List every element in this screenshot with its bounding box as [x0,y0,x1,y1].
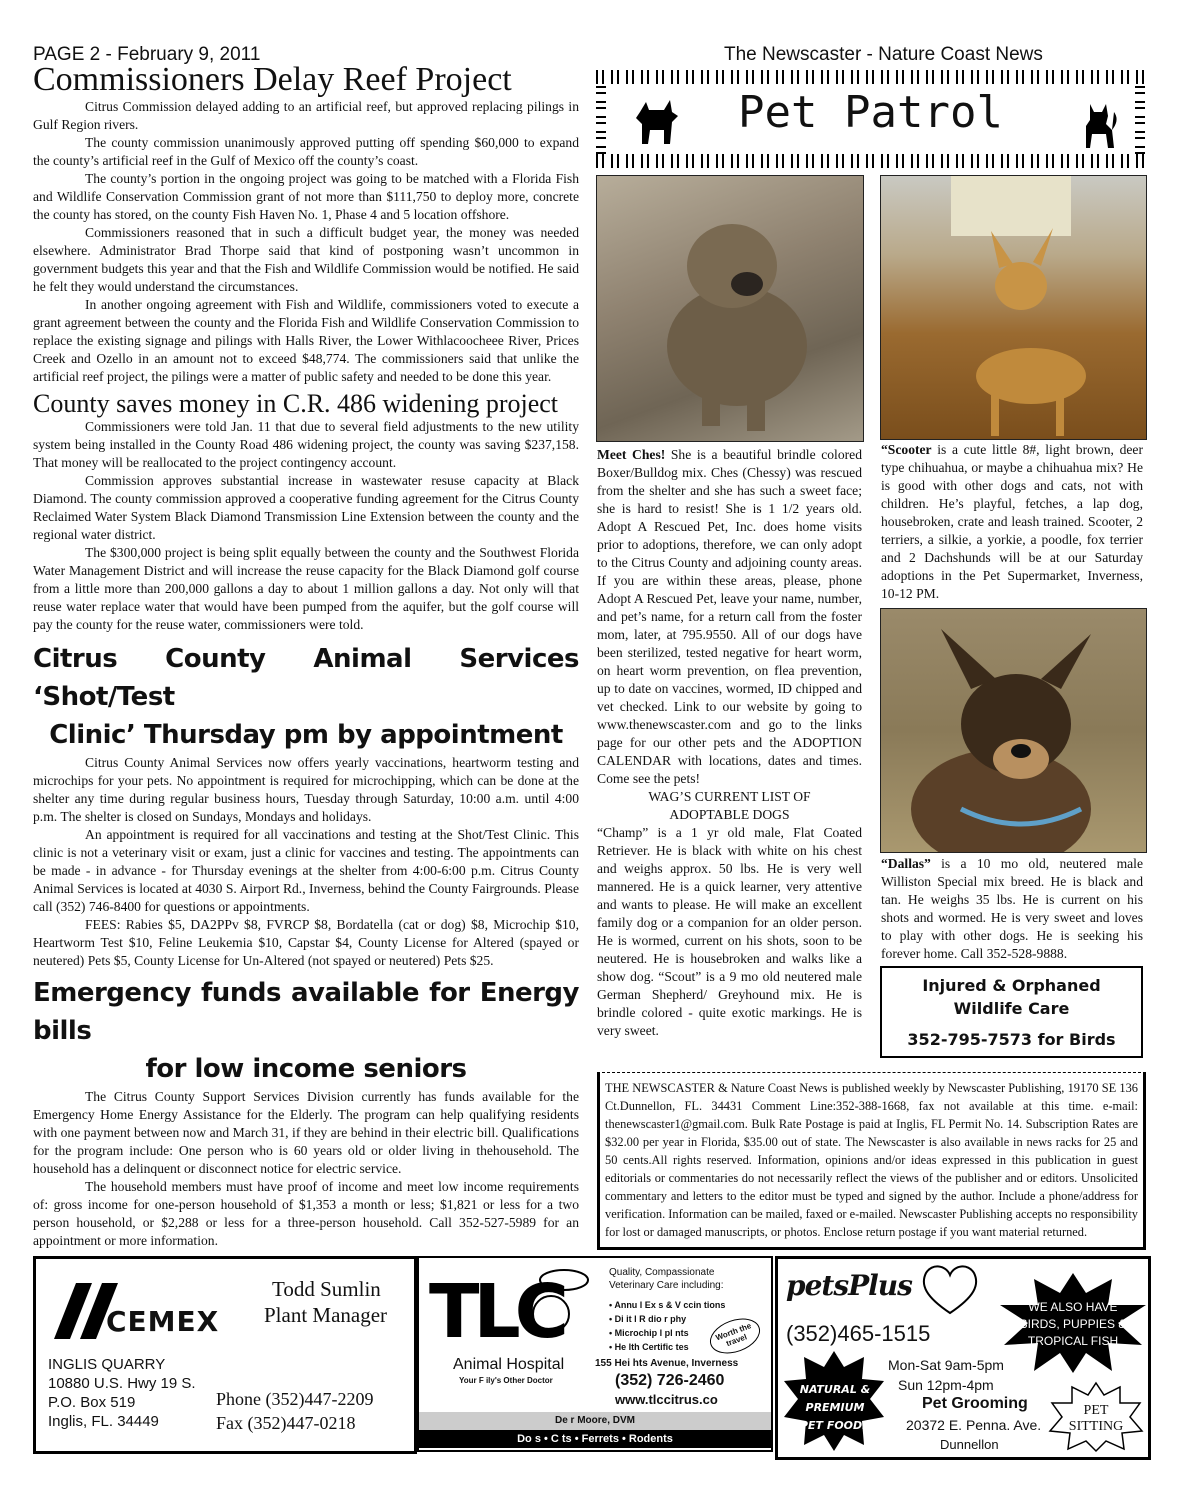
scooter-description: is a cute little 8#, light brown, deer type chihuahua, or maybe a chihuahua mix? He is good with other dogs and cats, not with children. He’s playful, fetches, a lap dog, housebroken, crate and leash trained. Scooter, 2 terriers, a silkie, a yorkie, a poodle, fox terrier and 2 Dachshunds will be at our Saturday adoptions in the Pet Supermarket, Inverness, 10-12 PM. [881,442,1143,601]
scooter-dog-illustration [881,176,1146,439]
paragraph: Commissioners reasoned that in such a difficult budget year, the money was needed elsewhere. Administrator Brad Thorpe said that kind of postponing wasn’t uncommon in government budgets this year and that the Fish and Wildlife Commission would be notified. He said he felt they would understand the circumstances. [33,225,579,294]
headline-line: Citrus County Animal Services ‘Shot/Test [33,644,579,712]
cemex-phone: Phone (352)447-2209 [216,1389,374,1409]
scooter-caption [881,441,1143,603]
hours-line: Sun 12pm-4pm [898,1377,994,1393]
petsplus-hours [888,1355,1004,1395]
article-cr486-title: County saves money in C.R. 486 widening project [33,389,559,418]
cat-icon [1080,100,1120,150]
petsplus-address: 20372 E. Penna. Ave. [906,1417,1042,1433]
ches-name: Meet Ches! [597,447,666,462]
quality-line: Veterinary Care including: [609,1280,724,1291]
left-column [33,62,579,1250]
petsplus-logo: petsPlus [786,1269,912,1302]
paragraph: Commission approves substantial increase in wastewater resuse capacity at Black Diamond. The county commission approved a cooperative funding agreement for the Citrus County Reclaimed Water System Black Diamond Transmission Line Extension between the county and the regional water district. [33,473,579,542]
paragraph: The Citrus County Support Services Division currently has funds available for the Emergency Home Energy Assistance for the Elderly. The program can help qualifying residents with one payment between now and March 31, if they are behind in their electric bill. Qualifications for the program include: One person who is 60 years old or older living in thehousehold. The household has a delinquent or disconnect notice for electric service. [33,1089,579,1176]
tlc-services-list [609,1298,725,1354]
article-clinic-title [33,640,579,754]
tlc-address: 155 Hei hts Avenue, Inverness [595,1358,739,1369]
headline-line: Emergency funds available for Energy bills [33,978,579,1046]
address-line: Inglis, FL. 34449 [48,1413,159,1430]
paragraph: Commissioners were told Jan. 11 that due to several field adjustments to the new utility system being installed in the County Road 486 widening project, the county was saving $237,158. That money will be reallocated to the project contingency account. [33,419,579,470]
address-line: INGLIS QUARRY [48,1356,166,1373]
service-item: • He lth Certific tes [609,1342,689,1352]
petsplus-sitting: PET SITTING [1068,1403,1124,1434]
ad-tlc-animal-hospital [417,1256,773,1452]
service-item: • Microchip l pl nts [609,1328,689,1338]
petsplus-city: Dunnellon [940,1437,999,1452]
tlc-tagline: Your F ily's Other Doctor [459,1376,553,1385]
dog-cat-heart-icon [918,1261,982,1317]
headline-line: Clinic’ Thursday pm by appointment [49,720,563,750]
article-reef-body [33,98,579,386]
paragraph: The household members must have proof of income and meet low income requirements of: gross income for one-person household of $1,353 a month or less; $1,821 or less for a two person household, or $2,288 or less for a three-person household. Call 352-527-5989 for an appointment or more information. [33,1179,579,1248]
wag-heading-line: ADOPTABLE DOGS [669,807,790,822]
photo-scooter-dog [880,175,1147,440]
tlc-phone: (352) 726-2460 [615,1372,725,1389]
paragraph: An appointment is required for all vaccinations and testing at the Shot/Test Clinic. This clinic is not a veterinary visit or exam, just a clinic for vaccines and testing. The appointments can be made - in advance - for Thursday evenings at the shelter from 4:00-6:00 p.m. Citrus County Animal Services is located at 4030 S. Airport Rd., Inverness, behind the County Fairgrounds. Please call (352) 746-8400 for questions or appointments. [33,827,579,914]
chain-border-top [596,70,1145,84]
quality-line: Quality, Compassionate [609,1267,715,1278]
ches-description: She is a beautiful brindle colored Boxer/Bulldog mix. Ches (Chessy) was rescued from the shelter and she has such a sweet face; she is hard to resist! She is 1 1/2 years old. Adopt A Rescued Pet, Inc. does home visits prior to adoptions, therefore, we can only adopt to the Citrus County and adjoining county areas. If you are within these areas, please, phone Adopt A Rescued Pet, leave your name, number, and pet’s name, for a return call from the foster mom, later, at 795.9550. All of our dogs have been sterilized, tested negative for heart worm, on heart worm prevention, on flea prevention, up to date on vaccines, wormed, ID chipped and vet checked. Link to our website by going to www.thenewscaster.com and go to the links page for our other pets and the ADOPTION CALENDAR with locations, dates and times. Come see the pets! [597,447,862,786]
tlc-logo: TLC [429,1269,563,1355]
paragraph: The county commission unanimously approved putting off spending $60,000 to expand the county’s artificial reef in the Gulf of Mexico off the county’s coast. [33,135,579,168]
paragraph: The $300,000 project is being split equally between the county and the Southwest Florida Water Management District and will increase the reuse capacity for the Black Diamond golf course from a little more than 200,000 gallons a day to about 1 million gallons a day. Not only will that reuse water replace water that would have been pumped from the aquifer, but the golf course will pay the county for the reuse water, commissioners were told. [33,545,579,632]
paragraph: FEES: Rabies $5, DA2PPv $8, FVRCP $8, Bordatella (cat or dog) $8, Microchip $10, Heartworm Test $10, Feline Leukemia $10, Capstar $4, County License for Altered (spayed or neutered) Pets $5, County License for Un-Altered (not spayed or neutered) Pets $25. [33,917,579,968]
dallas-dog-illustration [881,609,1146,852]
dallas-caption-block [881,855,1143,963]
photo-ches-dog [596,175,864,442]
cemex-fax: Fax (352)447-0218 [216,1413,356,1433]
publisher-notice-text: THE NEWSCASTER & Nature Coast News is published weekly by Newscaster Publishing, 19170 SE 136 Ct.Dunnellon, FL. 34431 Comment Line:352-388-1668, fax not available at this time. e-mail: thenewscaster1@gmail.com. Bulk Rate Postage is paid at Inglis, FL Permit No. 14. Subscription Rates are $32.00 per year in Florida, $35.00 out of state. The Newscaster is also available in news racks for 25 and 50 cents.All rights reserved. Information, opinions and/or ideas expressed in this publication in guest editorials or commentaries do not necessarily reflect the views of the publisher and or editors. Unsolicited commentary and letters to the editor must be typed and signed by the author. Include a phone/address for verification. Information can be mailed, faxed or e-mailed. Newscaster Publishing accepts no responsibility for lost or damaged manuscripts, or photos. Enclose return postage if you want material returned. [605,1081,1138,1239]
wag-list-heading [597,788,862,824]
ad-pets-plus [775,1256,1151,1460]
paragraph: Citrus Commission delayed adding to an artificial reef, but approved replacing pilings in Gulf Region rivers. [33,99,579,132]
article-energy-body [33,1088,579,1250]
petsplus-phone: (352)465-1515 [786,1321,931,1346]
petsplus-grooming: Pet Grooming [922,1395,1028,1412]
service-item: • Annu l Ex s & V ccin tions [609,1300,726,1310]
hours-line: Mon-Sat 9am-5pm [888,1357,1004,1373]
wildlife-phone: 352-795-7573 for Birds [907,1030,1116,1049]
wildlife-line: Wildlife Care [953,999,1070,1018]
scooter-caption-block [881,441,1143,603]
wag-heading-line: WAG’S CURRENT LIST OF [648,789,811,804]
paragraph: The county’s portion in the ongoing project was going to be matched with a Florida Fish and Wildlife Conservation Commission grant of not more than $111,750 to deploy more, concrete the county has stored, on the county Fish Haven No. 1, Phase 4 and 5 location offshore. [33,171,579,222]
pet-column-middle [597,446,862,1040]
ches-caption [597,446,862,788]
ches-dog-illustration [597,176,863,441]
page-header-right: The Newscaster - Nature Coast News [724,44,1043,65]
tlc-hospital-name: Animal Hospital [453,1356,565,1373]
tlc-website: www.tlccitrus.co [615,1392,718,1407]
article-energy-title [33,974,579,1088]
paragraph: Citrus County Animal Services now offers yearly vaccinations, heartworm testing and microchips for your pets. No appointment is required for microchipping, which can be done at the shelter any time during regular business hours, Tuesday through Saturday, 10:00 a.m. until 4:00 p.m. The shelter is closed on Sundays, Mondays and holidays. [33,755,579,824]
petsplus-also-have: WE ALSO HAVE BIRDS, PUPPIES & TROPICAL FISH [1019,1300,1127,1348]
tlc-quality-text [609,1266,724,1292]
address-line: 10880 U.S. Hwy 19 S. [48,1375,196,1392]
wildlife-care-box [880,966,1143,1058]
address-line: P.O. Box 519 [48,1394,136,1411]
paragraph: In another ongoing agreement with Fish and Wildlife, commissioners voted to execute a grant agreement between the county and the Florida Fish and Wildlife Conservation Commission to replace the existing signage and pilings with Halls River, the Lower Withlacoocheee River, Prices Creek and Ozello in an amount not to exceed $48,774. The commissioners said that unlike the artificial reef project, the pilings were a matter of public safety and needed to be done this year. [33,297,579,384]
pet-patrol-title: Pet Patrol [738,87,1003,138]
tlc-doctor-bar: De r Moore, DVM [419,1412,771,1430]
tlc-worth-travel-badge: Worth the travel [705,1312,765,1360]
champ-caption: “Champ” is a 1 yr old male, Flat Coated Retriever. He is black with white on his chest and weighs approx. 50 lbs. He is very well mannered. He is a quick learner, very attentive and wants to please. He will make an excellent family dog or a companion for an older person. He is wormed, current on his shots, soon to be neutered. He is housebroken and walks like a show dog. “Scout” is a 9 mo old neutered male German Shepherd/ Greyhound mix. He is brindle colored - quite exotic markings. He is very sweet. [597,825,862,1038]
photo-dallas-dog [880,608,1147,853]
wildlife-line: Injured & Orphaned [922,976,1101,995]
page-header-left: PAGE 2 - February 9, 2011 [33,44,261,65]
pet-patrol-banner [596,70,1145,168]
article-reef-title: Commissioners Delay Reef Project [33,61,512,98]
article-clinic-body [33,754,579,970]
tlc-animals-bar: Do s • C ts • Ferrets • Rodents [419,1430,771,1448]
dallas-caption [881,855,1143,963]
petsplus-foods: NATURAL & PREMIUM PET FOODS [799,1383,871,1432]
dallas-description: is a 10 mo old, neutered male Williston Special mix breed. He is black and tan. He weighs 35 lbs. He is current on his shots and wormed. He is very sweet and loves to play with other dogs. He is seeking his forever home. Call 352-528-9888. [881,856,1143,961]
service-item: • Di it l R dio r phy [609,1314,687,1324]
cemex-contact-name: Todd Sumlin [272,1277,381,1301]
article-cr486-body [33,418,579,634]
headline-line: for low income seniors [145,1054,467,1084]
ad-cemex [33,1256,417,1454]
cemex-contact-title: Plant Manager [264,1303,388,1327]
scooter-name: “Scooter [881,442,932,457]
dallas-name: “Dallas” [881,856,931,871]
cat-and-dog-icon [519,1264,593,1344]
chain-border-bottom [596,154,1145,168]
cemex-address [48,1355,196,1431]
publisher-notice-box [597,1072,1146,1250]
cemex-logo-text: CEMEX [106,1305,220,1338]
